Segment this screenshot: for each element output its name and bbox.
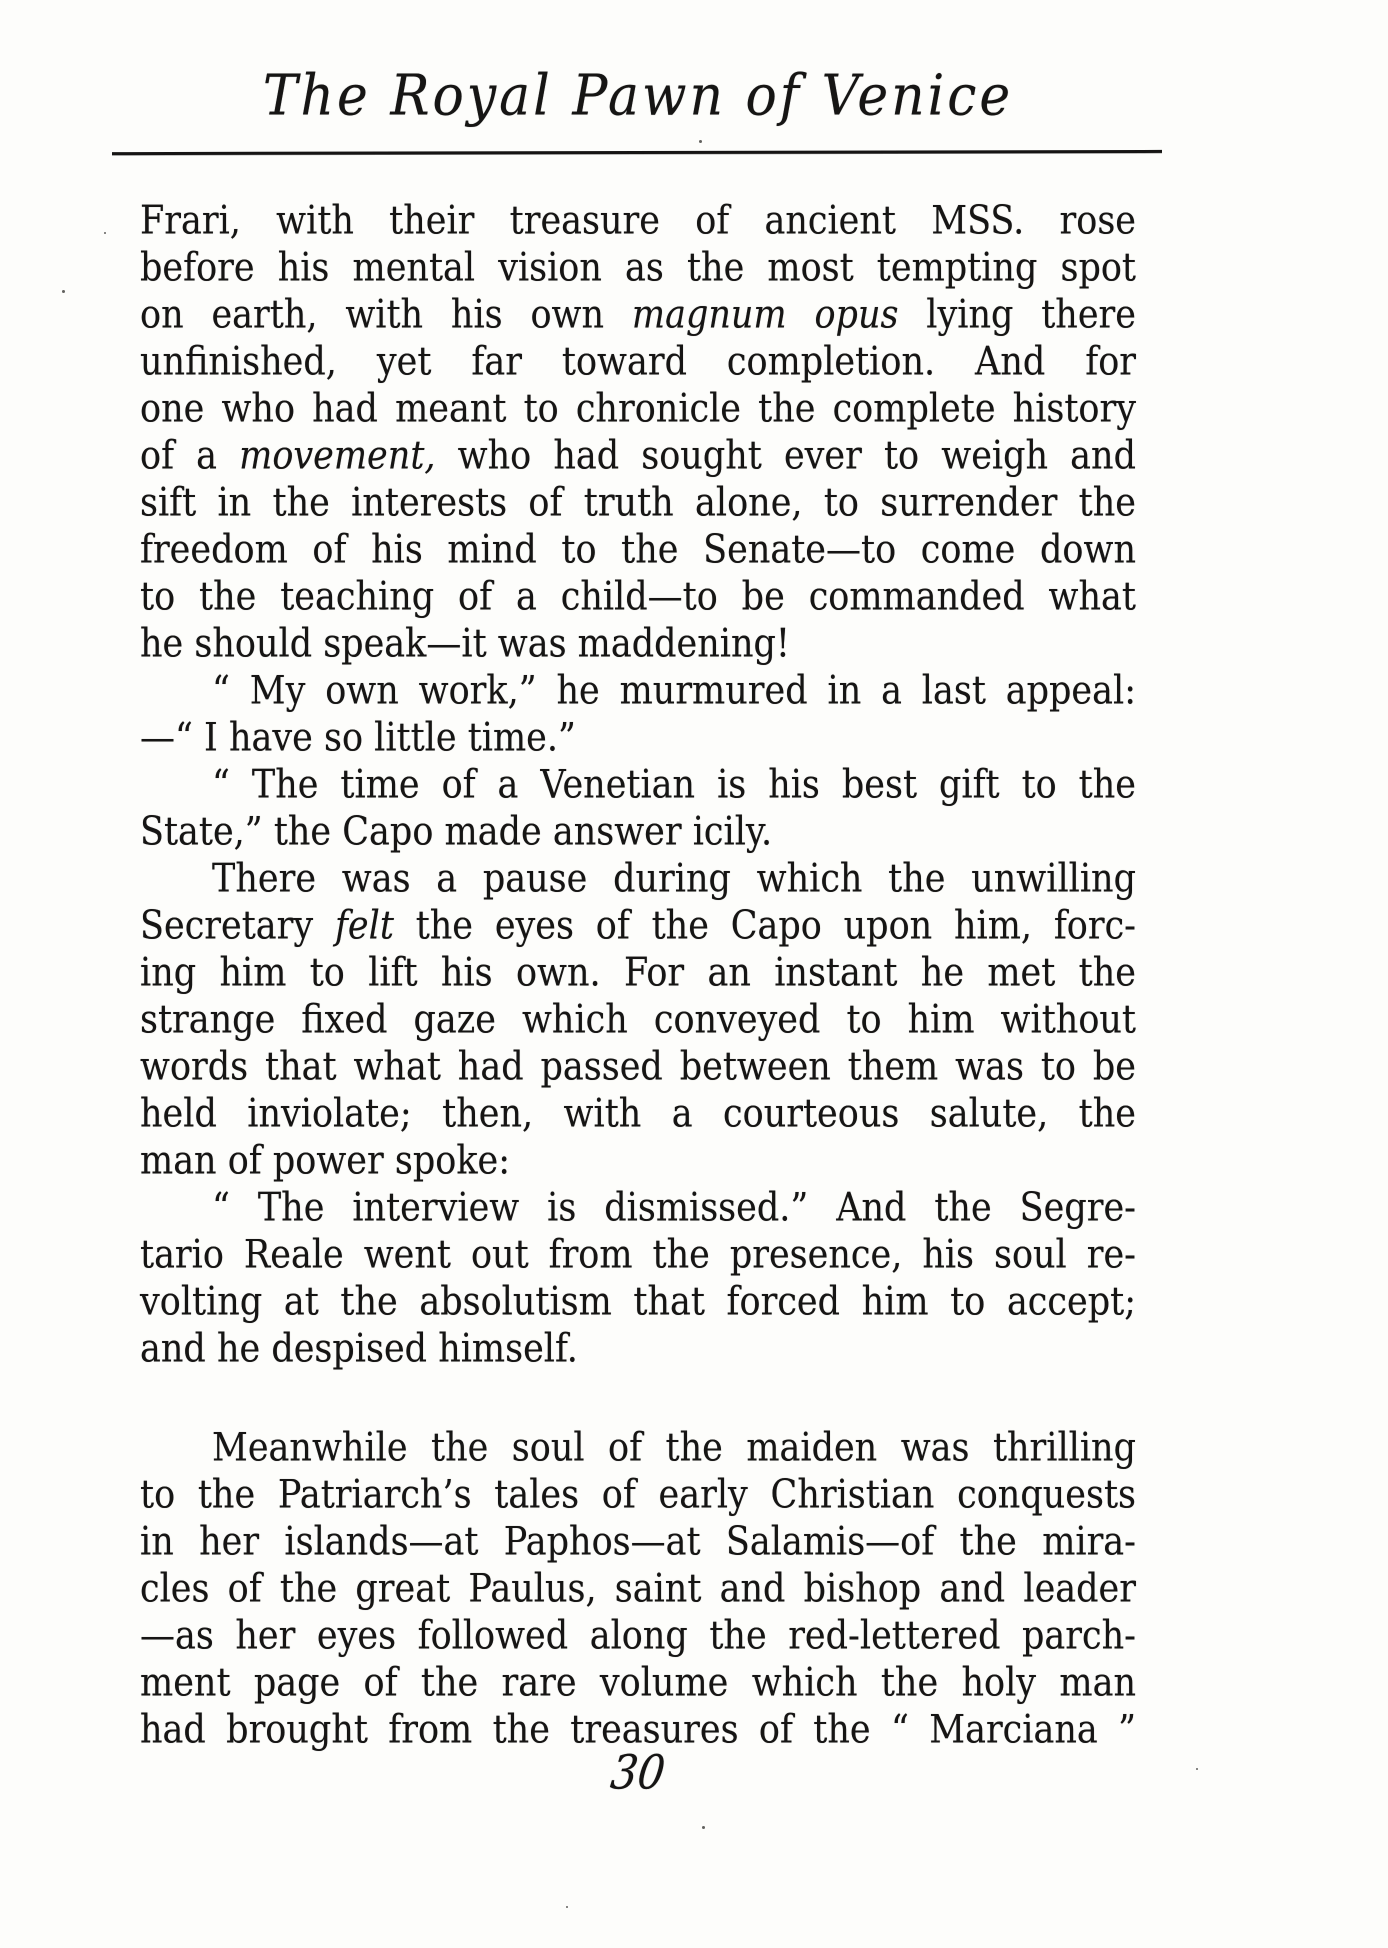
text-segment: before his mental vision as the most tempting spot [140, 245, 1136, 291]
text-segment: freedom of his mind to the Senate—to come down [140, 527, 1136, 573]
italic-text-segment: movement, [239, 433, 436, 479]
text-line [140, 1422, 1136, 1475]
text-line [140, 1610, 1136, 1663]
header-rule [112, 150, 1162, 155]
text-segment: “ The time of a Venetian is his best gift to the [212, 762, 1136, 808]
paragraph-frari [140, 198, 1136, 668]
text-line [140, 994, 1136, 1047]
text-segment: and he despised himself. [140, 1326, 578, 1372]
text-segment: Secretary [140, 903, 335, 949]
text-line [140, 1229, 1136, 1282]
text-segment: There was a pause during which the unwilling [212, 856, 1136, 902]
text-segment: —as her eyes followed along the red-lettered parch- [140, 1613, 1136, 1659]
text-line [140, 571, 1136, 624]
text-segment: unfinished, yet far toward completion. And for [140, 339, 1136, 385]
text-line [140, 1088, 1136, 1141]
text-segment: lying there [898, 292, 1137, 338]
text-segment: words that what had passed between them was to be [140, 1044, 1136, 1090]
italic-text-segment: felt [334, 903, 394, 949]
text-line [140, 1135, 1136, 1188]
scan-speck [104, 232, 106, 234]
text-segment: cles of the great Paulus, saint and bishop and leader [140, 1566, 1136, 1612]
scan-speck [62, 290, 65, 293]
paragraph-time-of-a-venetian [140, 762, 1136, 856]
text-segment: tario Reale went out from the presence, his soul re- [140, 1232, 1136, 1278]
paragraph-pause [140, 856, 1136, 1185]
text-line [140, 336, 1136, 389]
text-line [140, 618, 1136, 671]
text-segment: Meanwhile the soul of the maiden was thrilling [212, 1425, 1136, 1471]
text-line [140, 383, 1136, 436]
paragraph-interview-dismissed [140, 1185, 1136, 1373]
text-line [140, 1276, 1136, 1329]
text-line [140, 1182, 1136, 1235]
text-line [140, 524, 1136, 577]
page-number: 30 [607, 1745, 669, 1800]
text-segment: Frari, with their treasure of ancient MSS. rose [140, 198, 1136, 244]
text-line [140, 759, 1136, 812]
text-segment: had brought from the treasures of the “ Marciana ” [140, 1707, 1136, 1753]
scan-speck [699, 140, 702, 143]
text-line [140, 900, 1136, 953]
text-line [140, 1041, 1136, 1094]
text-segment: sift in the interests of truth alone, to surrender the [140, 480, 1136, 526]
text-line [140, 947, 1136, 1000]
scan-speck [1196, 1768, 1198, 1770]
text-line [140, 477, 1136, 530]
text-line [140, 1563, 1136, 1616]
text-segment: to the teaching of a child—to be commanded what [140, 574, 1136, 620]
text-line [140, 1516, 1136, 1569]
text-line [140, 1469, 1136, 1522]
text-line [140, 242, 1136, 295]
text-segment: of a [140, 433, 240, 479]
body-text [140, 198, 1136, 1754]
text-line [140, 1657, 1136, 1710]
text-segment: he should speak—it was maddening! [140, 621, 790, 667]
text-line [140, 665, 1136, 718]
text-segment: one who had meant to chronicle the complete history [140, 386, 1136, 432]
text-line [140, 806, 1136, 859]
text-segment: strange fixed gaze which conveyed to him without [140, 997, 1136, 1043]
text-segment: ment page of the rare volume which the holy man [140, 1660, 1136, 1706]
paragraph-my-own-work [140, 668, 1136, 762]
paragraph-meanwhile [140, 1425, 1136, 1754]
scan-speck [566, 1906, 568, 1908]
text-segment: held inviolate; then, with a courteous salute, the [140, 1091, 1136, 1137]
page-title: The Royal Pawn of Venice [262, 63, 1014, 129]
text-segment: man of power spoke: [140, 1138, 511, 1184]
text-block [140, 63, 1137, 1754]
text-line [140, 195, 1136, 248]
italic-text-segment: magnum opus [631, 292, 899, 338]
text-line [140, 289, 1136, 342]
text-segment: on earth, with his own [140, 292, 632, 338]
text-segment: volting at the absolutism that forced him to accept; [140, 1279, 1136, 1325]
text-segment: the eyes of the Capo upon him, forc- [393, 903, 1136, 949]
text-line [140, 853, 1136, 906]
text-line [140, 430, 1136, 483]
text-line [140, 712, 1136, 765]
text-segment: ing him to lift his own. For an instant he met the [140, 950, 1136, 996]
text-segment: State,” the Capo made answer icily. [140, 809, 773, 855]
text-line [140, 1323, 1136, 1376]
text-segment: —“ I have so little time.” [140, 715, 576, 761]
text-segment: “ The interview is dismissed.” And the Segre- [212, 1185, 1136, 1231]
text-segment: “ My own work,” he murmured in a last appeal: [212, 668, 1136, 714]
text-segment: in her islands—at Paphos—at Salamis—of the mira- [140, 1519, 1136, 1565]
scan-speck [702, 1826, 705, 1829]
text-segment: who had sought ever to weigh and [435, 433, 1136, 479]
text-segment: to the Patriarch’s tales of early Christian conquests [140, 1472, 1136, 1518]
